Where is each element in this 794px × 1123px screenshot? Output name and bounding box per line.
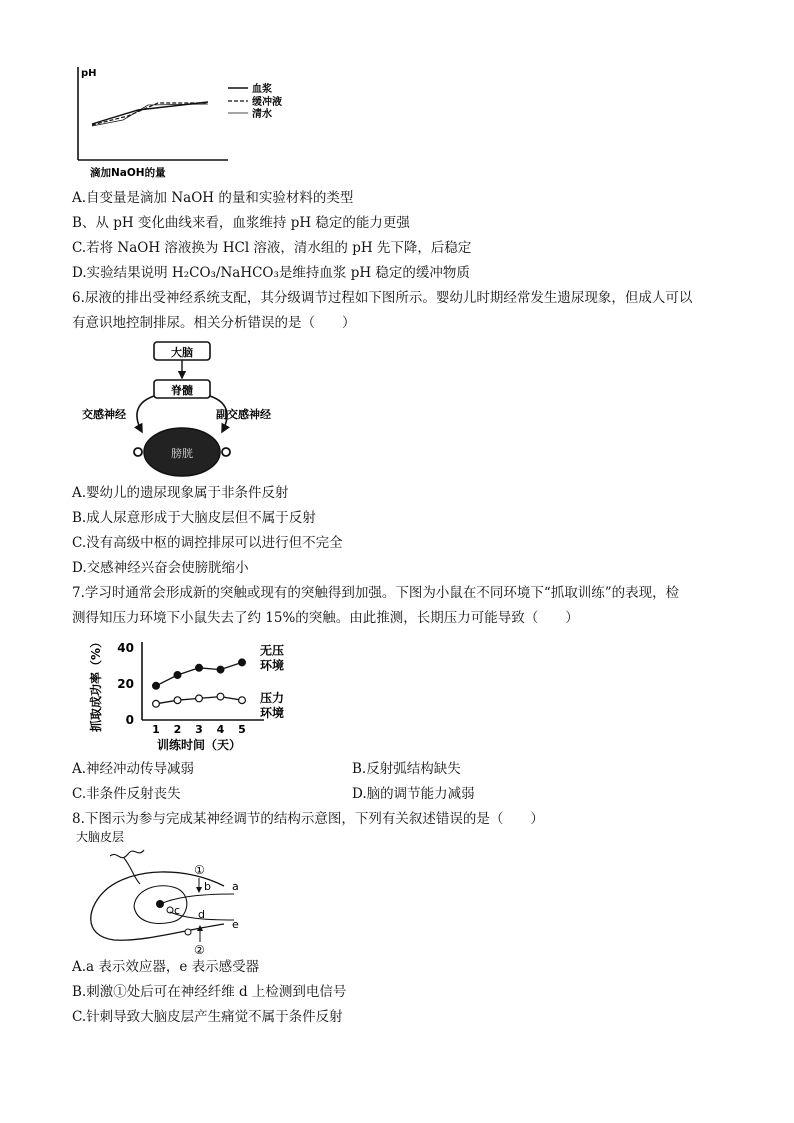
data-point: [153, 700, 160, 707]
q5-option-c: C.若将 NaOH 溶液换为 HCl 溶液，清水组的 pH 先下降，后稳定: [72, 240, 472, 256]
legend-buffer: 缓冲液: [252, 97, 282, 108]
legend-plasma: 血浆: [252, 84, 272, 95]
legend-water: 清水: [252, 109, 272, 120]
q6-option-a: A.婴幼儿的遗尿现象属于非条件反射: [72, 485, 289, 501]
reflex-arc-diagram: [74, 828, 254, 956]
q8-stem: 8.下图示为参与完成某神经调节的结构示意图，下列有关叙述错误的是（ ）: [72, 811, 544, 827]
water-curve: [92, 104, 208, 126]
q5-option-b: B、从 pH 变化曲线来看，血浆维持 pH 稳定的能力更强: [72, 215, 410, 231]
q8-option-c: C.针刺导致大脑皮层产生痛觉不属于条件反射: [72, 1009, 343, 1025]
x-tick-label: 2: [173, 723, 182, 736]
data-point: [196, 695, 203, 702]
y-tick-label: 20: [117, 677, 134, 691]
marker-2: ②: [194, 943, 205, 956]
q6-stem-line2: 有意识地控制排尿。相关分析错误的是（ ）: [72, 315, 356, 331]
urination-diagram: [76, 336, 306, 482]
series-label-1-line2: 环境: [260, 658, 285, 673]
q6-option-b: B.成人尿意形成于大脑皮层但不属于反射: [72, 510, 316, 526]
data-point: [239, 659, 246, 666]
q5-option-a: A.自变量是滴加 NaOH 的量和实验材料的类型: [72, 190, 354, 206]
q8-option-b: B.刺激①处后可在神经纤维 d 上检测到电信号: [72, 984, 347, 1000]
data-point: [239, 697, 246, 704]
ph-x-label: 滴加NaOH的量: [90, 167, 166, 179]
data-point: [174, 697, 181, 704]
sympathetic-label: 交感神经: [82, 408, 126, 421]
grasp-success-chart: [86, 636, 316, 754]
label-b: b: [204, 880, 211, 893]
marker-1: ①: [194, 863, 205, 877]
q7-option-a: A.神经冲动传导减弱: [72, 761, 195, 777]
q8-option-a: A.a 表示效应器，e 表示感受器: [72, 959, 260, 975]
x-tick-label: 3: [195, 723, 203, 736]
x-tick-label: 4: [216, 723, 225, 736]
q5-option-d: D.实验结果说明 H₂CO₃/NaHCO₃是维持血浆 pH 稳定的缓冲物质: [72, 265, 470, 281]
brain-label: 大脑: [171, 346, 193, 359]
data-point: [217, 693, 224, 700]
y-tick-label: 0: [125, 713, 134, 727]
ph-figure: [68, 62, 308, 182]
data-point: [196, 664, 203, 671]
q6-option-d: D.交感神经兴奋会使膀胱缩小: [72, 560, 249, 576]
q7-option-b: B.反射弧结构缺失: [352, 761, 461, 777]
q6-option-c: C.没有高级中枢的调控排尿可以进行但不完全: [72, 535, 343, 551]
series-label-1: 无压: [260, 643, 285, 658]
q7-stem-line1: 7.学习时通常会形成新的突触或现有的突触得到加强。下图为小鼠在不同环境下“抓取训练”的表现，检: [72, 585, 680, 601]
label-e: e: [232, 918, 239, 931]
parasympathetic-label: 副交感神经: [216, 408, 271, 421]
q6-stem-line1: 6.尿液的排出受神经系统支配，其分级调节过程如下图所示。婴幼儿时期经常发生遗尿现象，但成人可以: [72, 290, 693, 306]
q7-option-c: C.非条件反射丧失: [72, 786, 181, 802]
x-tick-label: 1: [152, 723, 160, 736]
q7-option-d: D.脑的调节能力减弱: [352, 786, 475, 802]
bladder-label: 膀胱: [171, 447, 193, 460]
x-axis-label: 训练时间（天）: [156, 738, 242, 752]
label-a: a: [232, 880, 239, 893]
y-axis-label: 抓取成功率（%）: [89, 636, 103, 733]
label-c: c: [174, 904, 181, 917]
x-tick-label: 5: [238, 723, 246, 736]
series-label-2-line2: 环境: [260, 706, 285, 721]
data-point: [217, 666, 224, 673]
y-tick-label: 40: [117, 641, 134, 655]
label-d: d: [198, 908, 205, 921]
series-label-2: 压力: [260, 691, 285, 706]
q7-stem-line2: 测得知压力环境下小鼠失去了约 15%的突触。由此推测，长期压力可能导致（ ）: [72, 610, 579, 626]
data-point: [174, 672, 181, 679]
cortex-label: 大脑皮层: [76, 830, 125, 844]
data-point: [153, 682, 160, 689]
spinal-cord-label: 脊髓: [171, 384, 193, 397]
ph-axis-label: pH: [81, 68, 97, 79]
buffer-curve: [92, 103, 208, 125]
